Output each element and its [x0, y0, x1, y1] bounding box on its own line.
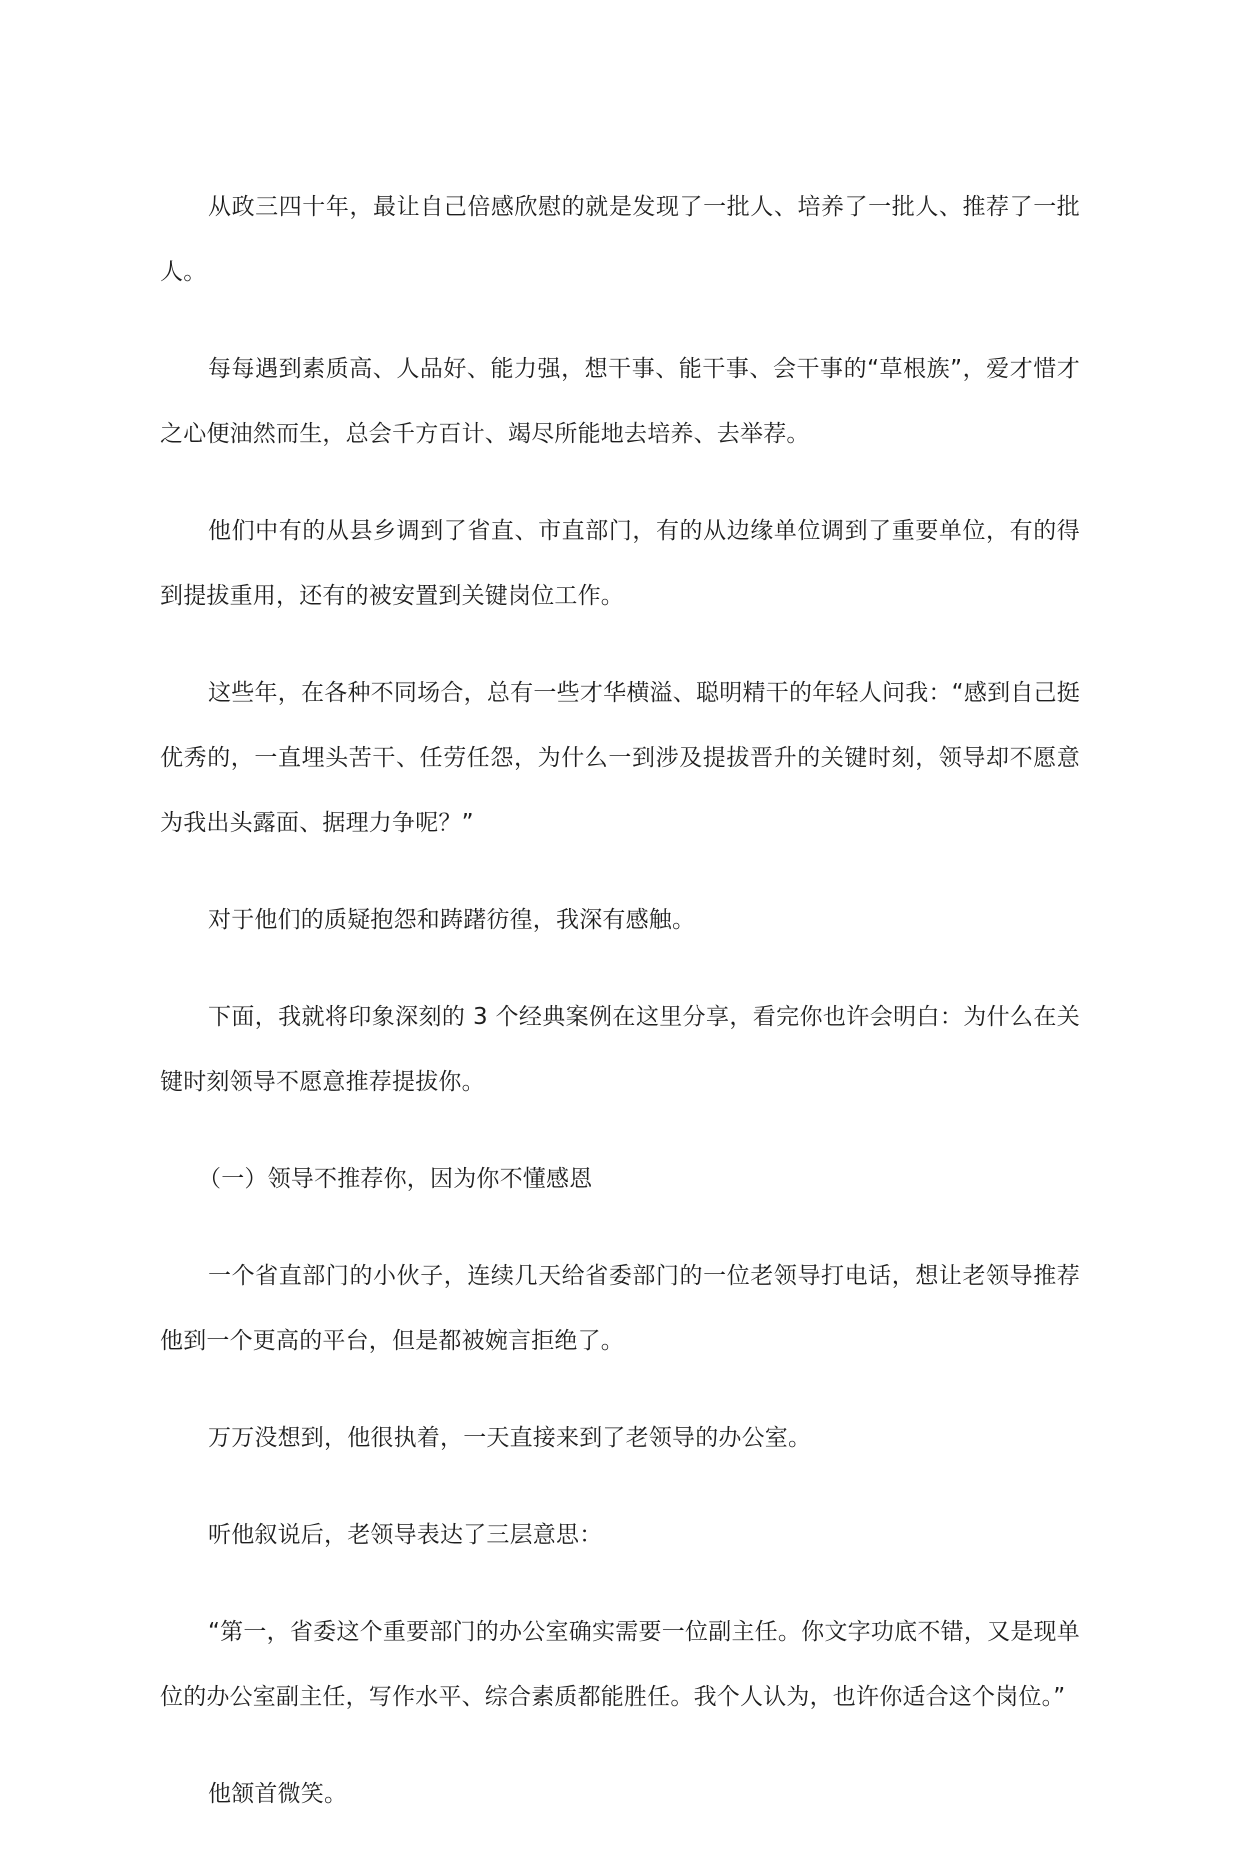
section-heading: （一）领导不推荐你，因为你不懂感恩: [198, 1166, 593, 1192]
paragraph-10: “第一，省委这个重要部门的办公室确实需要一位副主任。你文字功底不错，又是现单位的办公室副主任，写作水平、综合素质都能胜任。我个人认为，也许你适合这个岗位。”: [160, 1619, 1080, 1710]
paragraph-11: 他颔首微笑。: [208, 1781, 348, 1807]
paragraph-9: 听他叙说后，老领导表达了三层意思：: [208, 1522, 603, 1548]
paragraph-3: 他们中有的从县乡调到了省直、市直部门，有的从边缘单位调到了重要单位，有的得到提拔重用，还有的被安置到关键岗位工作。: [160, 518, 1080, 609]
paragraph-5: 对于他们的质疑抱怨和踌躇彷徨，我深有感触。: [208, 907, 696, 933]
document-body: [160, 175, 1080, 1859]
paragraph-4: 这些年，在各种不同场合，总有一些才华横溢、聪明精干的年轻人问我：“感到自己挺优秀的，一直埋头苦干、任劳任怨，为什么一到涉及提拔晋升的关键时刻，领导却不愿意为我出头露面、据理力争呢？”: [160, 680, 1080, 836]
paragraph-8: 万万没想到，他很执着，一天直接来到了老领导的办公室。: [208, 1425, 812, 1451]
paragraph-2: 每每遇到素质高、人品好、能力强，想干事、能干事、会干事的“草根族”，爱才惜才之心便油然而生，总会千方百计、竭尽所能地去培养、去举荐。: [160, 356, 1080, 447]
paragraph-7: 一个省直部门的小伙子，连续几天给省委部门的一位老领导打电话，想让老领导推荐他到一个更高的平台，但是都被婉言拒绝了。: [160, 1263, 1080, 1354]
paragraph-6: 下面，我就将印象深刻的 3 个经典案例在这里分享，看完你也许会明白：为什么在关键时刻领导不愿意推荐提拔你。: [160, 1004, 1080, 1095]
paragraph-1: 从政三四十年，最让自己倍感欣慰的就是发现了一批人、培养了一批人、推荐了一批人。: [160, 194, 1080, 285]
